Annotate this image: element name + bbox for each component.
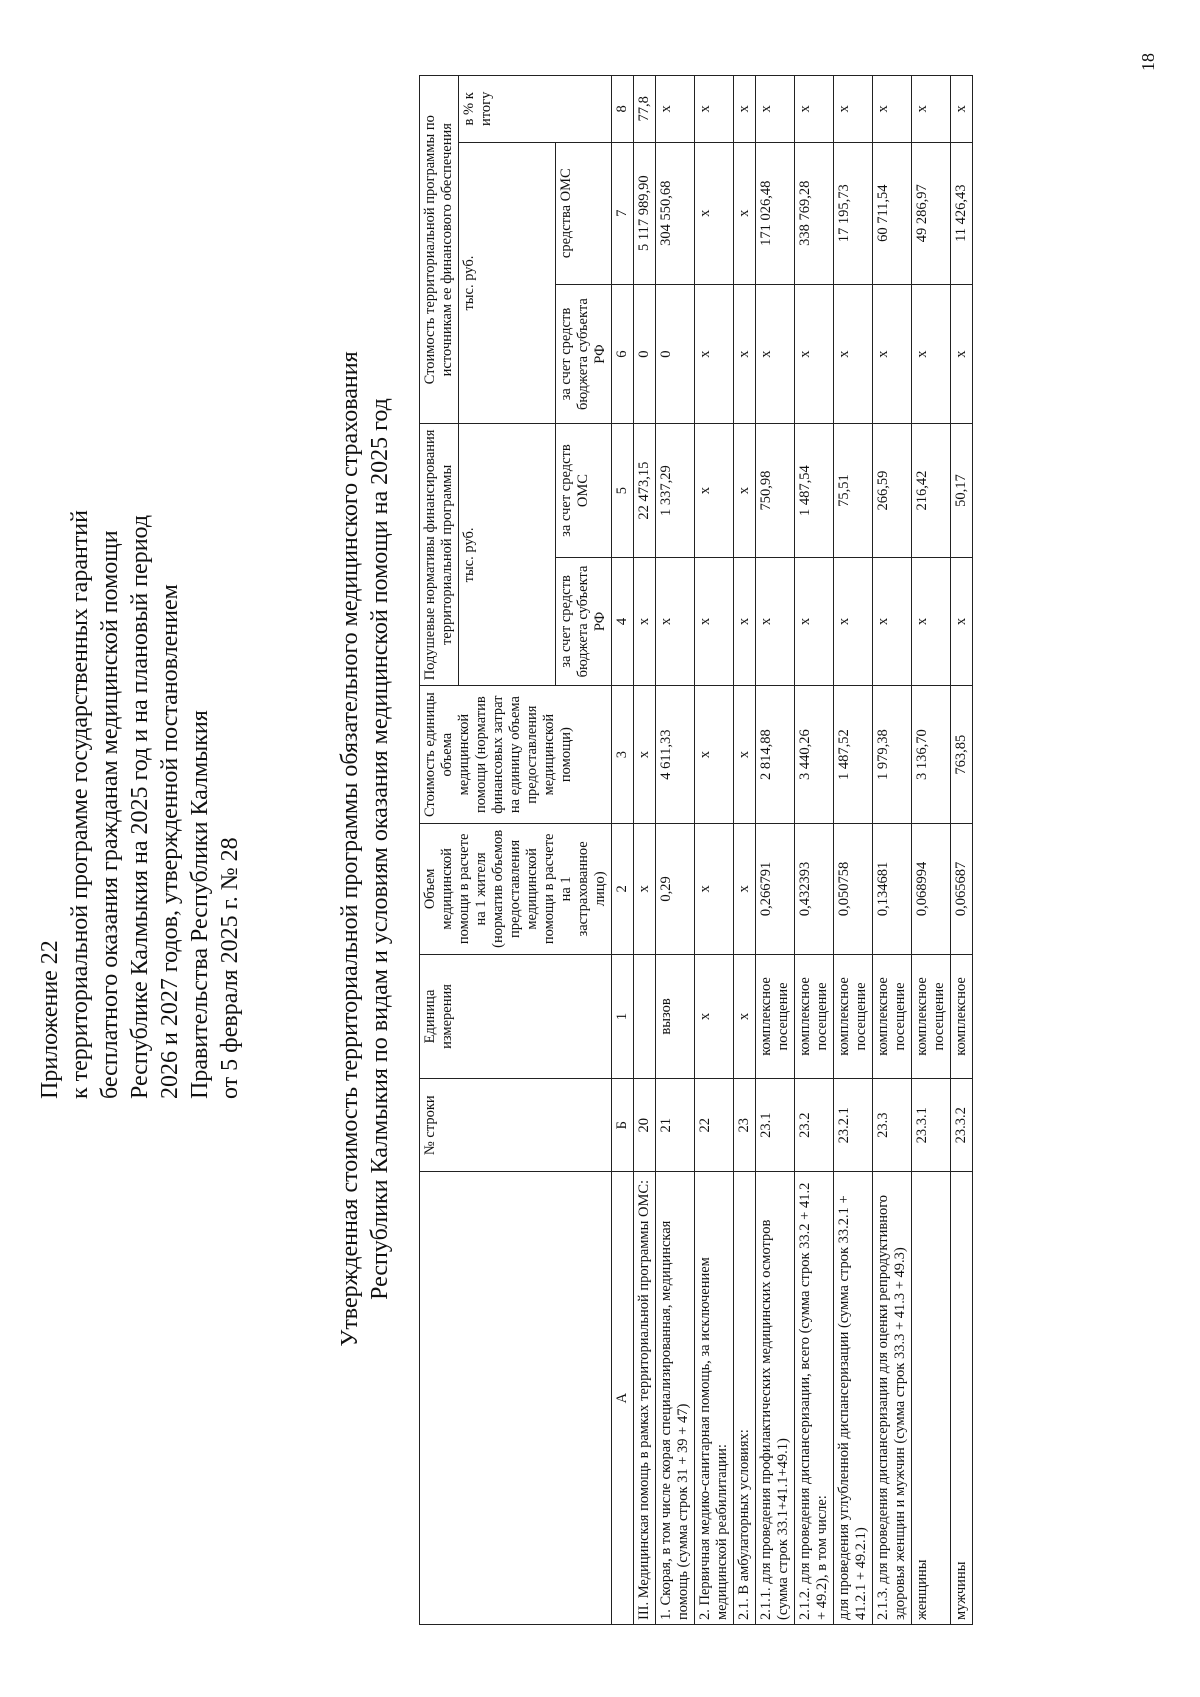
row-percent: х bbox=[834, 75, 873, 142]
header-cost: Стоимость единицы объема медицинской помощи (норматив финансовых затрат на единицу объема предоставления медицинской помощи) bbox=[420, 685, 612, 823]
row-total-budget: х bbox=[734, 284, 756, 424]
row-cost: 2 814,88 bbox=[756, 685, 795, 823]
column-number: 3 bbox=[612, 685, 634, 823]
row-name: 1. Скорая, в том числе скорая специализированная, медицинская помощь (сумма строк 31 + 39 + 47) bbox=[656, 1171, 695, 1624]
row-unit: х bbox=[734, 954, 756, 1078]
title-line-1: Утвержденная стоимость территориальной программы обязательного медицинского страхования bbox=[337, 350, 363, 1347]
column-number: 6 bbox=[612, 284, 634, 424]
row-per-capita-budget: х bbox=[656, 557, 695, 686]
header-total-unit: тыс. руб. bbox=[459, 142, 556, 424]
row-name: 2.1. В амбулаторных условиях: bbox=[734, 1171, 756, 1624]
row-per-capita-oms: 22 473,15 bbox=[634, 423, 656, 556]
row-name: 2.1.1. для проведения профилактических медицинских осмотров (сумма строк 33.1+41.1+49.1) bbox=[756, 1171, 795, 1624]
row-per-capita-budget: х bbox=[756, 557, 795, 686]
row-per-capita-budget: х bbox=[734, 557, 756, 686]
row-name: III. Медицинская помощь в рамках территориальной программы ОМС: bbox=[634, 1171, 656, 1624]
row-name: 2.1.3. для проведения диспансеризации для оценки репродуктивного здоровья женщин и мужчин (сумма строк 33.3 + 41.3 + 49.3) bbox=[873, 1171, 912, 1624]
table-row bbox=[873, 75, 912, 1624]
row-percent: 77,8 bbox=[634, 75, 656, 142]
row-number: 23.3 bbox=[873, 1078, 912, 1171]
table-row bbox=[795, 75, 834, 1624]
row-per-capita-oms: 1 337,29 bbox=[656, 423, 695, 556]
column-number-row bbox=[612, 75, 634, 1624]
row-number: 23.3.2 bbox=[951, 1078, 973, 1171]
row-per-capita-oms: 750,98 bbox=[756, 423, 795, 556]
table-row bbox=[834, 75, 873, 1624]
row-volume: 0,065687 bbox=[951, 823, 973, 954]
row-number: 21 bbox=[656, 1078, 695, 1171]
row-per-capita-oms: 216,42 bbox=[912, 423, 951, 556]
column-number: Б bbox=[612, 1078, 634, 1171]
row-volume: 0,134681 bbox=[873, 823, 912, 954]
header-per-capita-unit: тыс. руб. bbox=[459, 423, 556, 685]
row-per-capita-oms: 75,51 bbox=[834, 423, 873, 556]
row-cost: х bbox=[695, 685, 734, 823]
row-total-oms: 17 195,73 bbox=[834, 142, 873, 284]
row-total-oms: 49 286,97 bbox=[912, 142, 951, 284]
row-cost: 763,85 bbox=[951, 685, 973, 823]
header-row-1 bbox=[420, 75, 459, 1624]
row-total-budget: 0 bbox=[656, 284, 695, 424]
row-percent: х bbox=[756, 75, 795, 142]
table-row bbox=[634, 75, 656, 1624]
table-row bbox=[734, 75, 756, 1624]
row-volume: 0,068994 bbox=[912, 823, 951, 954]
row-total-oms: 5 117 989,90 bbox=[634, 142, 656, 284]
row-name: мужчины bbox=[951, 1171, 973, 1624]
table-row bbox=[756, 75, 795, 1624]
row-total-budget: х bbox=[873, 284, 912, 424]
row-total-budget: х bbox=[834, 284, 873, 424]
row-cost: 1 487,52 bbox=[834, 685, 873, 823]
row-volume: х bbox=[734, 823, 756, 954]
table-body bbox=[634, 75, 973, 1624]
appendix-line: к территориальной программе государственных гарантий bbox=[67, 509, 93, 1099]
row-percent: х bbox=[795, 75, 834, 142]
header-name-cell bbox=[420, 1171, 612, 1624]
row-cost: 3 136,70 bbox=[912, 685, 951, 823]
column-number: 4 bbox=[612, 557, 634, 686]
header-row-number: № строки bbox=[420, 1078, 612, 1171]
header-volume: Объем медицинской помощи в расчете на 1 жителя (норматив объемов предоставления медицинской помощи в расчете на 1 застрахованное лицо) bbox=[420, 823, 612, 954]
column-number: 2 bbox=[612, 823, 634, 954]
header-percent: в % к итогу bbox=[459, 75, 612, 142]
row-unit: комплексное посещение bbox=[834, 954, 873, 1078]
row-volume: 0,266791 bbox=[756, 823, 795, 954]
row-per-capita-budget: х bbox=[634, 557, 656, 686]
row-per-capita-budget: х bbox=[951, 557, 973, 686]
row-percent: х bbox=[951, 75, 973, 142]
row-name: 2.1.2. для проведения диспансеризации, всего (сумма строк 33.2 + 41.2 + 49.2), в том числе: bbox=[795, 1171, 834, 1624]
row-number: 23.2 bbox=[795, 1078, 834, 1171]
row-cost: х bbox=[734, 685, 756, 823]
appendix-line: Республике Калмыкия на 2025 год и на плановый период bbox=[127, 514, 153, 1099]
column-number: 8 bbox=[612, 75, 634, 142]
appendix-line: бесплатного оказания гражданам медицинской помощи bbox=[97, 529, 123, 1099]
header-total-budget-rf: за счет средств бюджета субъекта РФ bbox=[556, 284, 612, 424]
row-unit: х bbox=[695, 954, 734, 1078]
rotated-page bbox=[35, 39, 1165, 1659]
row-name: 2. Первичная медико-санитарная помощь, за исключением медицинской реабилитации: bbox=[695, 1171, 734, 1624]
header-total-group: Стоимость территориальной программы по источникам ее финансового обеспечения bbox=[420, 75, 459, 423]
column-number: А bbox=[612, 1171, 634, 1624]
row-total-oms: 304 550,68 bbox=[656, 142, 695, 284]
table-row bbox=[912, 75, 951, 1624]
row-percent: х bbox=[695, 75, 734, 142]
appendix-line: Правительства Республики Калмыкия bbox=[187, 709, 213, 1099]
row-total-oms: х bbox=[734, 142, 756, 284]
row-number: 23.3.1 bbox=[912, 1078, 951, 1171]
row-number: 20 bbox=[634, 1078, 656, 1171]
row-percent: х bbox=[734, 75, 756, 142]
row-volume: х bbox=[634, 823, 656, 954]
table-row bbox=[951, 75, 973, 1624]
row-per-capita-budget: х bbox=[695, 557, 734, 686]
row-percent: х bbox=[873, 75, 912, 142]
row-per-capita-oms: х bbox=[734, 423, 756, 556]
table-row bbox=[656, 75, 695, 1624]
row-number: 23.2.1 bbox=[834, 1078, 873, 1171]
row-per-capita-oms: 266,59 bbox=[873, 423, 912, 556]
row-unit bbox=[634, 954, 656, 1078]
row-volume: 0,29 bbox=[656, 823, 695, 954]
table-row bbox=[695, 75, 734, 1624]
header-unit: Единица измерения bbox=[420, 954, 612, 1078]
row-name: для проведения углубленной диспансеризации (сумма строк 33.2.1 + 41.2.1 + 49.2.1) bbox=[834, 1171, 873, 1624]
row-per-capita-budget: х bbox=[873, 557, 912, 686]
row-unit: комплексное посещение bbox=[795, 954, 834, 1078]
row-unit: комплексное посещение bbox=[756, 954, 795, 1078]
row-total-oms: 338 769,28 bbox=[795, 142, 834, 284]
row-per-capita-oms: х bbox=[695, 423, 734, 556]
row-total-budget: 0 bbox=[634, 284, 656, 424]
row-unit: вызов bbox=[656, 954, 695, 1078]
row-total-budget: х bbox=[912, 284, 951, 424]
header-total-oms: средства ОМС bbox=[556, 142, 612, 284]
row-number: 23.1 bbox=[756, 1078, 795, 1171]
row-total-oms: 171 026,48 bbox=[756, 142, 795, 284]
page-number: 18 bbox=[1138, 52, 1158, 71]
row-per-capita-budget: х bbox=[912, 557, 951, 686]
row-total-budget: х bbox=[795, 284, 834, 424]
header-oms-funds: за счет средств ОМС bbox=[556, 423, 612, 556]
document-title bbox=[335, 49, 395, 1649]
column-number: 7 bbox=[612, 142, 634, 284]
row-volume: 0,432393 bbox=[795, 823, 834, 954]
row-total-budget: х bbox=[695, 284, 734, 424]
title-line-2: Республики Калмыкия по видам и условиям оказания медицинской помощи на 2025 год bbox=[367, 397, 393, 1300]
row-per-capita-budget: х bbox=[795, 557, 834, 686]
row-cost: 1 979,38 bbox=[873, 685, 912, 823]
row-unit: комплексное посещение bbox=[912, 954, 951, 1078]
column-number: 5 bbox=[612, 423, 634, 556]
row-number: 23 bbox=[734, 1078, 756, 1171]
row-cost: 3 440,26 bbox=[795, 685, 834, 823]
row-volume: х bbox=[695, 823, 734, 954]
row-cost: х bbox=[634, 685, 656, 823]
row-percent: х bbox=[656, 75, 695, 142]
appendix-line: 2026 и 2027 годов, утвержденной постановлением bbox=[157, 583, 183, 1099]
row-per-capita-budget: х bbox=[834, 557, 873, 686]
header-budget-rf: за счет средств бюджета субъекта РФ bbox=[556, 557, 612, 686]
row-unit: комплексное посещение bbox=[873, 954, 912, 1078]
row-per-capita-oms: 50,17 bbox=[951, 423, 973, 556]
row-per-capita-oms: 1 487,54 bbox=[795, 423, 834, 556]
row-volume: 0,050758 bbox=[834, 823, 873, 954]
appendix-line: от 5 февраля 2025 г. № 28 bbox=[217, 836, 243, 1099]
row-total-budget: х bbox=[756, 284, 795, 424]
column-number: 1 bbox=[612, 954, 634, 1078]
row-name: женщины bbox=[912, 1171, 951, 1624]
row-total-oms: 11 426,43 bbox=[951, 142, 973, 284]
cost-table bbox=[419, 75, 973, 1625]
row-total-oms: 60 711,54 bbox=[873, 142, 912, 284]
row-unit: комплексное bbox=[951, 954, 973, 1078]
row-cost: 4 611,33 bbox=[656, 685, 695, 823]
row-total-budget: х bbox=[951, 284, 973, 424]
appendix-header bbox=[35, 439, 245, 1099]
row-number: 22 bbox=[695, 1078, 734, 1171]
appendix-line: Приложение 22 bbox=[37, 939, 63, 1099]
row-percent: х bbox=[912, 75, 951, 142]
header-per-capita-group: Подушевые нормативы финансирования территориальной программы bbox=[420, 423, 459, 685]
row-total-oms: х bbox=[695, 142, 734, 284]
